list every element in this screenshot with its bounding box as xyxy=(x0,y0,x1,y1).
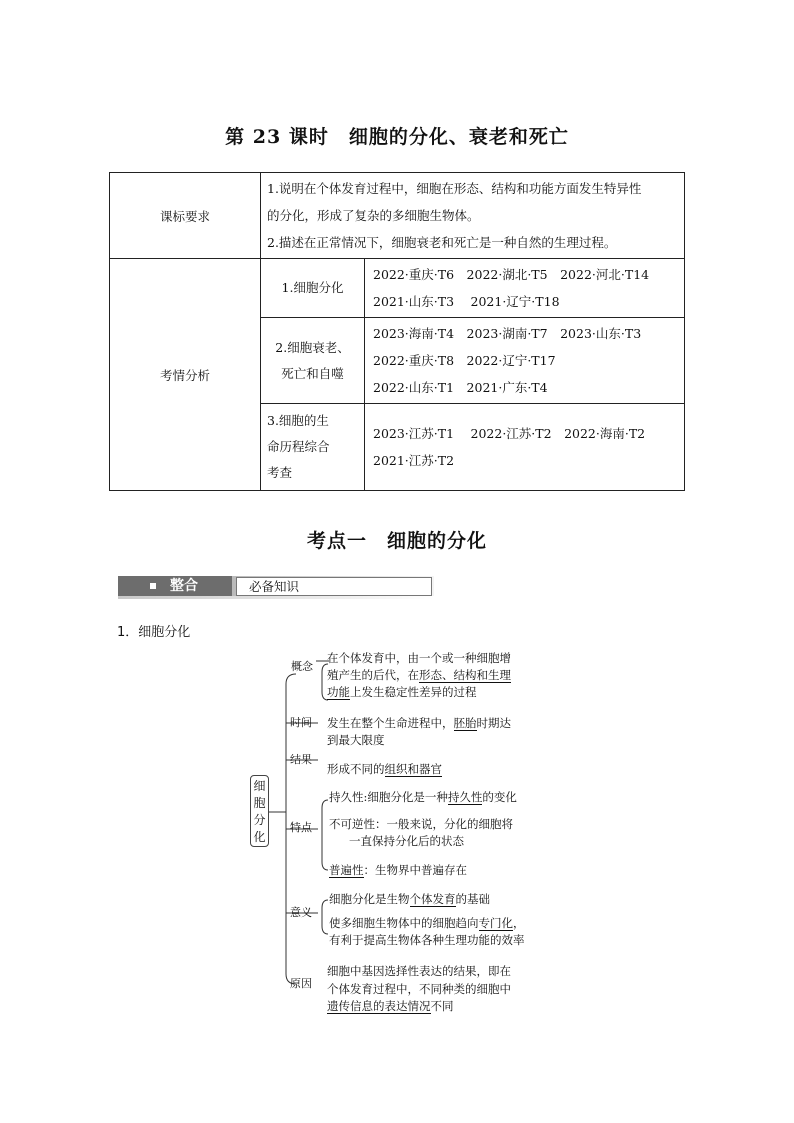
feature-line: 不可逆性：一般来说，分化的细胞将 xyxy=(329,817,513,831)
topic-line: 考查 xyxy=(267,465,293,480)
banner-tab: 必备知识 xyxy=(236,577,432,596)
meaning-line: 有利于提高生物体各种生理功能的效率 xyxy=(329,933,525,947)
section-title: 考点一 细胞的分化 xyxy=(306,530,487,552)
exam-line: 2021·江苏·T2 xyxy=(373,453,455,468)
concept-line: 殖产生的后代，在形态、结构和生理 xyxy=(327,668,511,682)
cause-line: 个体发育过程中，不同种类的细胞中 xyxy=(327,982,511,996)
feature-line: 持久性:细胞分化是一种持久性的变化 xyxy=(329,790,517,804)
branch-label-feature: 特点 xyxy=(290,821,312,834)
lesson-title: 第 23 课时 细胞的分化、衰老和死亡 xyxy=(225,126,569,148)
result-line: 形成不同的组织和器官 xyxy=(327,762,442,776)
exam-line: 2023·江苏·T1 2022·江苏·T2 2022·海南·T2 xyxy=(373,426,646,441)
banner-main: 整合 xyxy=(170,578,198,594)
exam-line: 2022·重庆·T6 2022·湖北·T5 2022·河北·T14 xyxy=(373,267,650,282)
std-line: 2.描述在正常情况下，细胞衰老和死亡是一种自然的生理过程。 xyxy=(267,235,617,250)
exam-line: 2021·山东·T3 2021·辽宁·T18 xyxy=(373,294,560,309)
meaning-line: 细胞分化是生物个体发育的基础 xyxy=(329,892,490,906)
topic-line: 2.细胞衰老、 xyxy=(275,339,350,355)
std-line: 的分化，形成了复杂的多细胞生物体。 xyxy=(267,208,480,223)
cause-line: 细胞中基因选择性表达的结果，即在 xyxy=(327,964,511,978)
feature-line: 一直保持分化后的状态 xyxy=(349,834,464,848)
meaning-line: 使多细胞生物体中的细胞趋向专门化， xyxy=(329,916,525,930)
concept-line: 在个体发育中，由一个或一种细胞增 xyxy=(327,651,511,665)
exam-line: 2022·重庆·T8 2022·辽宁·T17 xyxy=(373,353,556,368)
exam-line: 2023·海南·T4 2023·湖南·T7 2023·山东·T3 xyxy=(373,326,642,341)
topic-line: 命历程综合 xyxy=(267,439,330,454)
time-line: 到最大限度 xyxy=(327,733,385,747)
std-label: 课标要求 xyxy=(110,173,261,259)
std-line: 1.说明在个体发育过程中，细胞在形态、结构和功能方面发生特异性 xyxy=(267,181,642,196)
time-line: 发生在整个生命进程中，胚胎时期达 xyxy=(327,716,511,730)
root-node: 细 胞 分 化 xyxy=(250,775,269,847)
branch-label-concept: 概念 xyxy=(291,660,313,673)
concept-line: 功能上发生稳定性差异的过程 xyxy=(327,685,477,699)
branch-label-result: 结果 xyxy=(290,753,312,766)
cause-line: 遗传信息的表达情况不同 xyxy=(327,999,454,1013)
topic-line: 死亡和自噬 xyxy=(281,365,344,381)
branch-label-time: 时间 xyxy=(290,716,312,729)
branch-label-cause: 原因 xyxy=(290,977,312,990)
subheading: 1．细胞分化 xyxy=(117,625,191,640)
exam-label: 考情分析 xyxy=(110,259,261,491)
branch-label-meaning: 意义 xyxy=(290,906,312,919)
topic-line: 1.细胞分化 xyxy=(281,280,344,295)
feature-line: 普遍性：生物界中普遍存在 xyxy=(329,863,467,877)
exam-line: 2022·山东·T1 2021·广东·T4 xyxy=(373,380,548,395)
topic-line: 3.细胞的生 xyxy=(267,413,329,428)
